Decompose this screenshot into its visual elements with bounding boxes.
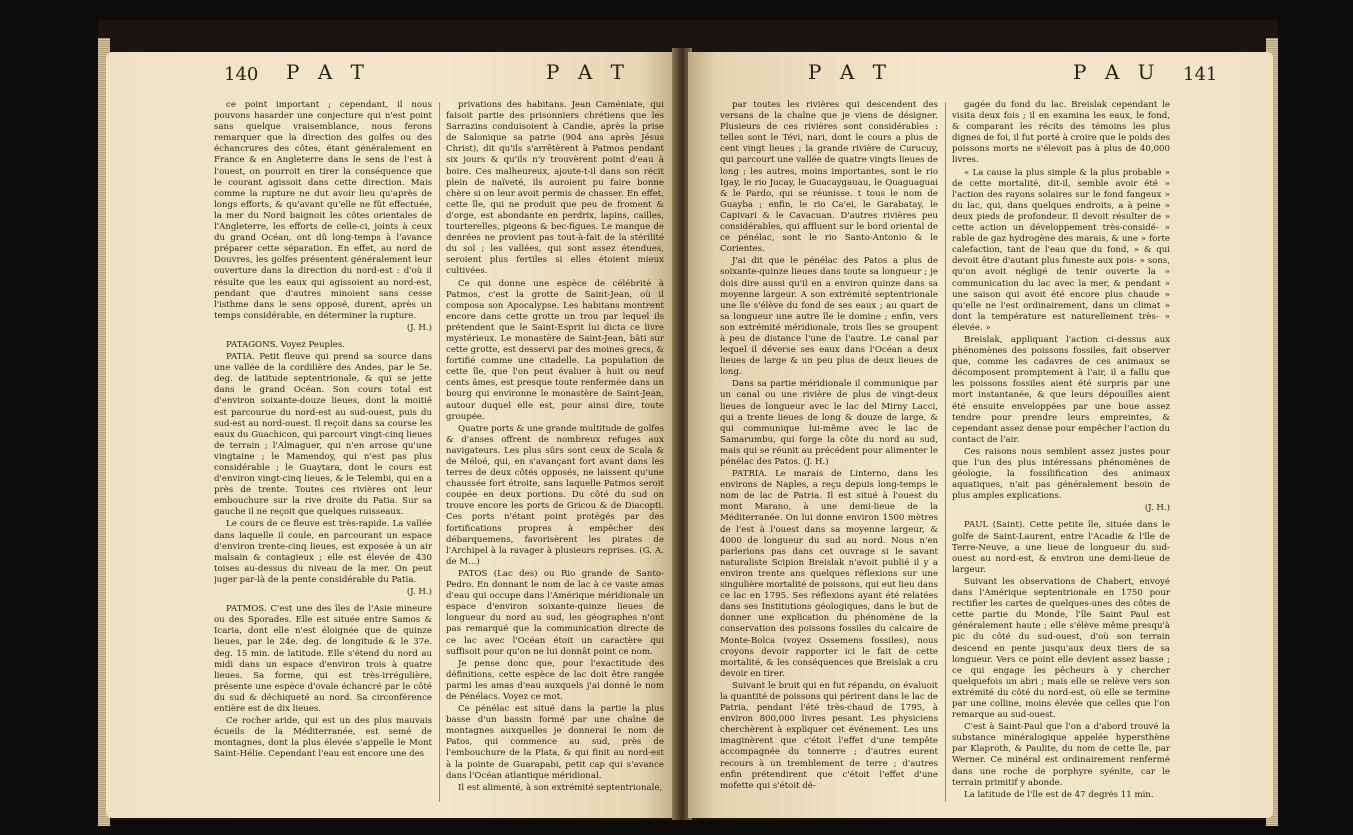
paragraph: privations des habitans. Jean Caméniate, qui faisoit partie des prisonniers chrétiens que les Sarrazins conduisoient à Candie, après la prise de Salonique sa patrie (904 ans après Jésus Christ), dit qu'ils s'arrêtèrent à Patmos pendant six jours & qu'ils n'y trouvèrent point d'eau à boire. Ces malheureux, ajoute-t-il dans son récit plein de naïveté, ils auroient pu faire bonne chère si on leur avoit permis de chasser. En effet, cette île, qui ne produit que peu de froment & d'orge, est abondante en perdrix, lapins, cailles, tourterelles, pigeons & bec-figues. Le manque de denrées ne provient pas tout-à-fait de la stérilité du sol ; les vallées, qui sont assez étendues, seroient plus fertiles si elles étoient mieux cultivées.	[446, 100, 664, 277]
left-page-column-1	[214, 100, 432, 810]
paragraph: PATOS (Lac des) ou Rio grande de Santo-Pedro. En donnant le nom de lac à ce vaste amas d'eau qui occupe dans l'Amérique méridionale un espace d'environ soixante-quinze lieues de longueur du nord au sud, les géographes n'ont pas remarqué que la communication directe de ce lac avec l'Océan étoit un caractère qui suffisoit pour qu'on ne lui donnât point ce nom.	[446, 568, 664, 657]
paragraph: Ce rocher aride, qui est un des plus mauvais écueils de la Méditerranée, est semé de montagnes, dont la plus élevée s'appelle le Mont Saint-Hélie. Cependant l'eau est encore une des	[214, 716, 432, 760]
paragraph: Ces raisons nous semblent assez justes pour que l'un des plus intéressans phénomènes de géologie, la fossilification des animaux aquatiques, n'ait pas généralement besoin de plus amples explications.	[952, 446, 1170, 502]
paragraph: Ce pénélac est situé dans la partie la plus basse d'un bassin formé par une chaîne de montagnes auxquelles je donnerai le nom de Patos, qui commence au sud, près de l'embouchure de la Plata, & qui finit au nord-est à la pointe de Guarapabi, petit cap qui s'avance dans l'Océan atlantique méridional.	[446, 704, 664, 781]
paragraph: Suivant les observations de Chabert, envoyé dans l'Amérique septentrionale en 1750 pour rectifier les cartes de quelques-unes des côtes de cette partie du Monde, l'île Saint Paul est généralement haute ; elle s'élève même presqu'à pic du côté du sud-ouest, d'où son terrain descend en pente jusqu'aux deux tiers de sa longueur. Vers ce point elle devient assez basse ; ce qui engage les pêcheurs à y chercher quelquefois un abri ; mais elle se relève vers son extrémité du côté du nord-est, où elle se termine par une colline, moins élevée que celles que l'on remarque au sud-ouest.	[952, 576, 1170, 721]
paragraph: PATRIA. Le marais de Linterno, dans les environs de Naples, a reçu depuis long-temps le nom de lac de Patria. Il est situé à l'ouest du mont Marano, à une demi-lieue de la Méditerranée. On lui donne environ 1500 mètres de l'est à l'ouest dans sa moyenne largeur, & 4000 de longueur du sud au nord. Nous n'en parlerions pas dans cet ouvrage si le savant naturaliste Scipion Breislak n'avoit publié il y a environ trente ans quelques réflexions sur une singulière mortalité de poissons, qui eut lieu dans ce lac en 1795. Ses réflexions ayant été relatées dans ses Institutions géologiques, dans le but de donner une explication du phénomène de la conservation des poissons fossiles du calcaire de Monte-Bolca (voyez Ossemens fossiles), nous croyons devoir rapporter ici le fait de cette mortalité, & les conséquences que Breislak a cru devoir en tirer.	[720, 469, 938, 679]
paragraph: ce point important ; cependant, il nous pouvons hasarder une conjecture qui n'est point sans quelque vraisemblance, nous ferons remarquer que la direction des golfes ou des échancrures des côtes, étant généralement en France & en Angleterre dans le sens de l'est à l'ouest, on pourroit en tirer la conséquence que le courant agissoit dans cette direction. Mais comme la rupture ne dut avoir lieu qu'après de longs efforts, & qu'avant qu'elle ne fût effectuée, la mer du Nord baignoit les côtes orientales de l'Angleterre, les efforts de celle-ci, joints à ceux du grand Océan, ont dû long-temps à l'avance préparer cette séparation. En effet, au nord de Douvres, les golfes présentent généralement leur ouverture dans la direction du nord-est : d'où il résulte que les eaux qui agissoient au nord-est, pendant que d'autres minoient sans cesse l'isthme dans le sens opposé, durent, après un temps considérable, en déterminer la rupture.	[214, 100, 432, 321]
left-folio: 140	[224, 64, 259, 85]
right-running-head-1: P A T	[808, 60, 892, 84]
paragraph: Quatre ports & une grande multitude de golfes & d'anses offrent de nombreux refuges aux navigateurs. Les plus sûrs sont ceux de Scala & de Méloé, qui, en s'avançant fort avant dans les terres de deux côtés opposés, ne laissent qu'une chaussée fort étroite, sans laquelle Patmos seroit coupée en deux portions. Du côté du sud on trouve encore les ports de Gricou & de Diacopti. Ces ports n'étant point protégés par des fortifications propres à empêcher des débarquemens, favorisèrent les pirates de l'Archipel à la ravager à plusieurs reprises. (G. A. de M...)	[446, 423, 664, 567]
paragraph: PATIA. Petit fleuve qui prend sa source dans une vallée de la cordilière des Andes, par le 5e. deg. de latitude septentrionale, & qui se jette dans le grand Océan. Son cours total est d'environ soixante-douze lieues, dont la moitié est parcourue du nord-est au sud-ouest, puis du sud-est au nord-ouest. Il reçoit dans sa course les eaux du Guachicon, qui parcourt vingt-cinq lieues de terrain ; l'Almaguer, qui n'en arrose qu'une vingtaine ; le Mamendoy, qui n'est pas plus considérable ; le Guaytara, dont le cours est d'environ vingt-cinq lieues, & le Telembi, qui en a près de trente. Toutes ces rivières ont leur embouchure sur la rive droite du Patia. Sur sa gauche il ne reçoit que quelques ruisseaux.	[214, 352, 432, 518]
left-page	[106, 52, 676, 818]
open-book	[98, 20, 1278, 820]
column-rule	[945, 102, 946, 802]
right-folio: 141	[1183, 64, 1218, 85]
paragraph: C'est à Saint-Paul que l'on a d'abord trouvé la substance minéralogique appelée hypersthène par Klaproth, & Paulite, du nom de cette île, par Werner. Ce minéral est ordinairement renfermé dans une roche de porphyre syénite, car le terrain primitif y abonde.	[952, 722, 1170, 788]
left-page-column-2	[446, 100, 664, 810]
paragraph: PATAGONS. Voyez Peuples.	[226, 339, 345, 350]
right-page-column-1	[720, 100, 938, 810]
author-signature: (J. H.)	[406, 322, 432, 333]
paragraph: « La cause la plus simple & la plus probable » de cette mortalité, dit-il, semble avoir été » l'action des rayons solaires sur le fond fangeux » du lac, qui, dans quelques endroits, a à peine » deux pieds de profondeur. Il devoit résulter de » cette action un développement très-considé- » rable de gaz hydrogène des marais, & une » forte calefaction, tant de l'eau que du fond, » & qui devoit être d'autant plus funeste aux pois- » sons, qu'on avoit négligé de tenir ouverte la » communication du lac avec la mer, & pendant » une saison qui avoit été encore plus chaude » qu'elle ne l'est ordinairement, dans un climat » dont la température est naturellement très- » élevée. »	[952, 167, 1170, 333]
paragraph: J'ai dit que le pénélac des Patos a plus de soixante-quinze lieues dans toute sa longueur ; je dois dire aussi qu'il en a environ quinze dans sa moyenne largeur. A son extrémité septentrionale une île s'élève du fond de ses eaux ; au quart de sa longueur une autre île le domine ; enfin, vers son extrémité méridionale, trois îles se groupent à peu de distance l'une de l'autre. Le canal par lequel il déverse ses eaux dans l'Océan a deux lieues de large & un peu plus de deux lieues de long.	[720, 256, 938, 378]
paragraph: Breislak, appliquant l'action ci-dessus aux phénomènes des poissons fossiles, fait observer que, comme les cadavres de ces animaux se décomposent promptement à l'air, il a fallu que les poissons fossiles aient été surpris par une mort instantanée, & que leurs dépouilles aient été ensuite enveloppées par une boue assez tendre pour prendre leurs empreintes, & cependant assez dense pour empêcher l'action du contact de l'air.	[952, 334, 1170, 445]
paragraph: PAUL (Saint). Cette petite île, située dans le golfe de Saint-Laurent, entre l'Acadie & l'île de Terre-Neuve, a une lieue de longueur du sud-ouest au nord-est, & environ une demi-lieue de largeur.	[952, 520, 1170, 575]
paragraph: Ce qui donne une espèce de célébrité à Patmos, c'est la grotte de Saint-Jean, où il composa son Apocalypse. Les habitans montrent encore dans cette grotte un trou par lequel ils prétendent que le Saint-Esprit lui dicta ce livre mystérieux. Le monastère de Saint-Jean, bâti sur cette grotte, est desservi par des moines grecs, & fortifié comme une citadelle. La population de cette île, que l'on peut évaluer à huit ou neuf cents âmes, est presque toute renfermée dans un bourg qui environne le monastère de Saint-Jean, autour duquel elle est, pour ainsi dire, toute groupée.	[446, 278, 664, 422]
paragraph: Le cours de ce fleuve est très-rapide. La vallée dans laquelle il coule, en parcourant un espace d'environ trente-cinq lieues, est exposée à un air malsain & contagieux ; elle est élevée de 430 toises au-dessus du niveau de la mer. On peut juger par-là de la pente considérable du Patia.	[214, 519, 432, 585]
author-signature: (J. H.)	[406, 587, 432, 598]
paragraph: Je pense donc que, pour l'exactitude des définitions, cette espèce de lac doit être rangée parmi les amas d'eau auxquels j'ai donné le nom de Pénélacs. Voyez ce mot.	[446, 658, 664, 702]
right-running-head-2: P A U	[1073, 60, 1161, 84]
paragraph: par toutes les rivières qui descendent des versans de la chaîne que je viens de désigner. Plusieurs de ces rivières sont considérables : telles sont le Tévi, nari, dont le cours a plus de cent vingt lieues ; la grande rivière de Curucuy, qui parcourt une vallée de quatre vingts lieues de long ; les autres, moins importantes, sont le rio Igay, le rio Jucay, le Guacaygauau, le Quaguaguai & le Pardo, qui se réunisse. t tous le nom de Guayba ; enfin, le rio Ca'ei, le Garabatay, le Capivari & le Cavacuan. D'autres rivières peu considérables, qui affluent sur le bord oriental de ce pénélac, sont le rio Santo-Antonio & le Corientes.	[720, 100, 938, 255]
left-running-head-2: P A T	[546, 60, 630, 84]
right-page	[688, 52, 1273, 818]
paragraph: Il est alimenté, à son extrémité septentrionale,	[458, 782, 663, 793]
paragraph: Suivant le bruit qui en fut répandu, on évaluoit la quantité de poissons qui périrent dans le lac de Patria, pendant l'été très-chaud de 1795, à environ 800,000 livres pesant. Les physiciens cherchèrent à expliquer cet événement. Les uns imaginèrent que c'étoit l'effet d'une tempête accompagnée du tonnerre ; d'autres eurent recours à un tremblement de terre ; d'autres enfin prétendirent que c'étoit l'effet d'une mofette qui s'étoit dé-	[720, 680, 938, 791]
paragraph: La latitude de l'île est de 47 degrés 11 min.	[964, 789, 1154, 800]
author-signature: (J. H.)	[1144, 503, 1170, 514]
paragraph: PATMOS. C'est une des îles de l'Asie mineure ou des Sporades. Elle est située entre Samos & Icaria, dont elle n'est éloignée que de quinze lieues, par le 24e. deg. de longitude & le 37e. deg. 15 min. de latitude. Elle s'étend du nord au midi dans un espace d'environ trois à quatre lieues. Sa forme, qui est très-irrégulière, présente une espèce d'ovale échancré par le côté du sud & déchiqueté au nord. Sa circonférence entière est de dix lieues.	[214, 604, 432, 714]
right-page-column-2	[952, 100, 1170, 810]
paragraph: Dans sa partie méridionale il communique par un canal ou une rivière de plus de vingt-deux lieues de longueur avec le lac del Mirny Lacci, qui a trente lieues de long & douze de large, & qui communique lui-même avec le lac de Samarumbu, qui forge la côte du nord au sud, mais qui se réunit au précédent pour alimenter le pénélac des Patos. (J. H.)	[720, 379, 938, 467]
left-running-head-1: P A T	[286, 60, 370, 84]
column-rule	[439, 102, 440, 802]
paragraph: gagée du fond du lac. Breislak cependant le visita deux fois ; il en examina les eaux, le fond, & comparant les récits des témoins les plus dignes de foi, il fut porté à croire que le poids des poissons morts ne s'élevoit pas à plus de 40,000 livres.	[952, 100, 1170, 166]
